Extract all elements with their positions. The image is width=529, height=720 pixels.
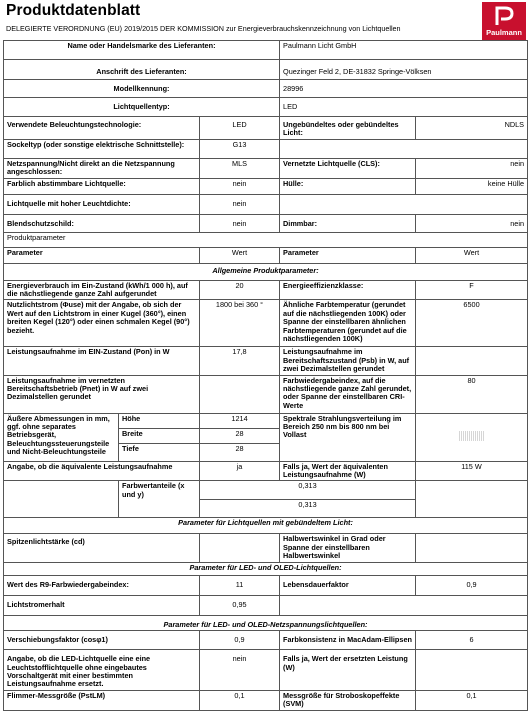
table-row [4,562,528,575]
power-factor-label: Verschiebungsfaktor (cosφ1) [4,631,200,650]
equivalent-watt-value: 115 W [416,461,528,481]
lightsource-type-value: LED [280,98,528,117]
cct-value: 6500 [416,300,528,347]
table-row [4,232,528,247]
page-subtitle: DELEGIERTE VERORDNUNG (EU) 2019/2015 DER KOMMISSION zur Energieverbrauchskennzeichnung von Lichtquellen [6,24,401,33]
lumen-maintenance-value: 0,95 [200,595,280,615]
equivalent-power-value: ja [200,461,280,481]
connected-value: nein [416,158,528,178]
supplier-row [4,98,528,117]
glare-shield-label: Blendschutzschild: [4,214,200,232]
useful-flux-value: 1800 bei 360 ° [200,300,280,347]
on-mode-power-value: 17,8 [200,347,280,375]
table-row [4,263,528,280]
colour-tunable-value: nein [200,178,280,194]
energy-consumption-label: Energieverbrauch im Ein-Zustand (kWh/1 000 h), auf die nächstliegende ganze Zahl aufgerundet [4,280,200,300]
socket-value: G13 [200,139,280,158]
flicker-label: Flimmer-Messgröße (PstLM) [4,690,200,710]
energy-consumption-value: 20 [200,280,280,300]
on-mode-power-label: Leistungsaufnahme im EIN-Zustand (Pon) in W [4,347,200,375]
col-header-value: Wert [416,247,528,263]
table-row [4,214,528,232]
equivalent-power-label: Angabe, ob die äquivalente Leistungsaufnahme [4,461,200,481]
stroboscopic-label: Messgröße für Stroboskopeffekte (SVM) [280,690,416,710]
supplier-row [4,60,528,80]
socket-label: Sockeltyp (oder sonstige elektrische Schnittstelle): [4,139,200,158]
table-row [4,194,528,214]
logo-text: Paulmann [486,28,522,37]
page-title: Produktdatenblatt [6,2,141,19]
peak-intensity-value [200,534,280,562]
bundled-label: Ungebündeltes oder gebündeltes Licht: [280,117,416,140]
mains-led-heading: Parameter für LED- und OLED-Netzspannungslichtquellen: [4,615,528,630]
standby-power-value [416,347,528,375]
table-row [4,280,528,300]
peak-intensity-label: Spitzenlichtstärke (cd) [4,534,200,562]
lightsource-type-label: Lichtquellentyp: [4,98,280,117]
lumen-maintenance-empty [280,595,528,615]
table-row [4,375,528,413]
cct-label: Ähnliche Farbtemperatur (gerundet auf die nächstliegenden 100K) oder Spanne der einstellbaren ähnlichen Farbtemperaturen (gerundet auf die nächstliegenden 100K) [280,300,416,347]
model-value: 28996 [280,80,528,98]
beam-angle-label: Halbwertswinkel in Grad oder Spanne der einstellbaren Halbwertswinkel [280,534,416,562]
table-row [4,413,528,428]
product-params-heading: Produktparameter [4,232,528,247]
survival-factor-value: 0,9 [416,575,528,595]
table-row [4,615,528,630]
energy-class-label: Energieeffizienzklasse: [280,280,416,300]
depth-value: 28 [200,443,280,461]
replacement-watt-label: Falls ja, Wert der ersetzten Leistung (W) [280,650,416,691]
spectral-value [416,413,528,461]
chroma-empty [4,481,119,518]
col-header-parameter: Parameter [280,247,416,263]
macadam-value: 6 [416,631,528,650]
depth-label: Tiefe [119,443,200,461]
width-label: Breite [119,428,200,443]
dimmable-label: Dimmbar: [280,214,416,232]
dimensions-label: Äußere Abmessungen in mm, ggf. ohne separates Betriebsgerät, Beleuchtungssteuerungsteile und Nicht-Beleuchtungsteile [4,413,119,461]
table-row [4,178,528,194]
table-row [4,158,528,178]
width-value: 28 [200,428,280,443]
table-row [4,575,528,595]
technology-label: Verwendete Beleuchtungstechnologie: [4,117,200,140]
paulmann-logo [482,2,526,40]
chromaticity-label: Farbwertanteile (x und y) [119,481,200,518]
colour-tunable-label: Farblich abstimmbare Lichtquelle: [4,178,200,194]
cri-value: 80 [416,375,528,413]
chromaticity-x-value: 0,313 [200,481,416,500]
stroboscopic-value: 0,1 [416,690,528,710]
beam-angle-value [416,534,528,562]
datasheet-page [3,0,527,720]
macadam-label: Farbkonsistenz in MacAdam-Ellipsen [280,631,416,650]
r9-value: 11 [200,575,280,595]
chroma-empty-right [416,481,528,518]
supplier-row [4,41,528,60]
table-row [4,247,528,263]
height-value: 1214 [200,413,280,428]
table-row [4,690,528,710]
table-row [4,481,528,500]
col-header-parameter: Parameter [4,247,200,263]
useful-flux-label: Nutzlichtstrom (Φuse) mit der Angabe, ob sich der Wert auf den Lichtstrom in einer Kugel (360°), einen breiten Kegel (120°) oder einen schmalen Kegel (90°) bezieht. [4,300,200,347]
general-params-heading: Allgemeine Produktparameter: [4,263,528,280]
replacement-label: Angabe, ob die LED-Lichtquelle eine eine Leuchtstofflichtquelle ohne eingebautes Vorschaltgerät mit einer bestimmten Leistungsaufnahme ersetzt. [4,650,200,691]
datasheet-table [3,40,528,711]
supplier-name-label: Name oder Handelsmarke des Lieferanten: [4,41,280,60]
table-row [4,347,528,375]
envelope-label: Hülle: [280,178,416,194]
table-row [4,518,528,534]
energy-class-value: F [416,280,528,300]
table-row [4,117,528,140]
high-luminance-label: Lichtquelle mit hoher Leuchtdichte: [4,194,200,214]
network-standby-label: Leistungsaufnahme im vernetzten Bereitschaftsbetrieb (Pnet) in W auf zwei Dezimalstellen gerundet [4,375,200,413]
supplier-address-label: Anschrift des Lieferanten: [4,60,280,80]
dls-heading: Parameter für Lichtquellen mit gebündeltem Licht: [4,518,528,534]
bundled-value: NDLS [416,117,528,140]
replacement-value: nein [200,650,280,691]
r9-label: Wert des R9-Farbwiedergabeindex: [4,575,200,595]
high-luminance-empty [280,194,528,214]
power-factor-value: 0,9 [200,631,280,650]
col-header-value: Wert [200,247,280,263]
table-row [4,631,528,650]
table-row [4,300,528,347]
dimmable-value: nein [416,214,528,232]
lumen-maintenance-label: Lichtstromerhalt [4,595,200,615]
supplier-row [4,80,528,98]
flicker-value: 0,1 [200,690,280,710]
connected-label: Vernetzte Lichtquelle (CLS): [280,158,416,178]
envelope-value: keine Hülle [416,178,528,194]
cri-label: Farbwiedergabeindex, auf die nächstliegende ganze Zahl gerundet, oder Spanne der einstellbaren CRI-Werte [280,375,416,413]
socket-empty [280,139,528,158]
table-row [4,461,528,481]
glare-shield-value: nein [200,214,280,232]
network-standby-value [200,375,280,413]
led-heading: Parameter für LED- und OLED-Lichtquellen: [4,562,528,575]
paulmann-p-icon [491,5,517,27]
high-luminance-value: nein [200,194,280,214]
replacement-watt-value [416,650,528,691]
table-row [4,650,528,691]
mains-label: Netzspannung/Nicht direkt an die Netzspannung angeschlossen: [4,158,200,178]
survival-factor-label: Lebensdauerfaktor [280,575,416,595]
mains-value: MLS [200,158,280,178]
supplier-name-value: Paulmann Licht GmbH [280,41,528,60]
equivalent-watt-label: Falls ja, Wert der äquivalenten Leistungsaufnahme (W) [280,461,416,481]
table-row [4,534,528,562]
table-row [4,595,528,615]
standby-power-label: Leistungsaufnahme im Bereitschaftszustand (Psb) in W, auf zwei Dezimalstellen gerundet [280,347,416,375]
supplier-address-value: Quezinger Feld 2, DE-31832 Springe-Völksen [280,60,528,80]
table-row [4,139,528,158]
height-label: Höhe [119,413,200,428]
chromaticity-y-value: 0,313 [200,500,416,518]
model-label: Modellkennung: [4,80,280,98]
spectral-label: Spektrale Strahlungsverteilung im Bereich 250 nm bis 800 nm bei Vollast [280,413,416,461]
technology-value: LED [200,117,280,140]
spectral-distribution-image [459,431,485,441]
